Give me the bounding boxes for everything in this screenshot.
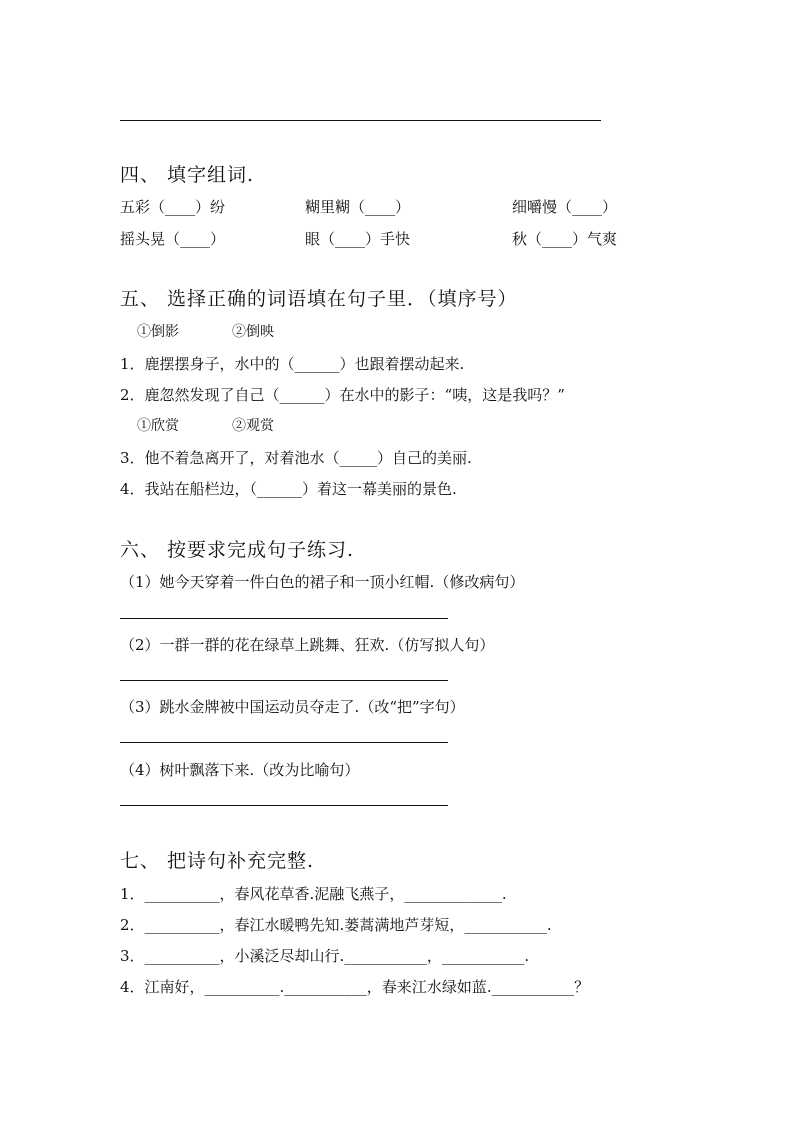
answer-line-6-2[interactable] [120, 680, 448, 681]
question-6-2: （2）一群一群的花在绿草上跳舞、狂欢.（仿写拟人句） [120, 636, 495, 654]
option-daoying-2: ②倒映 [232, 324, 274, 340]
fill-item-5: 眼（____）手快 [305, 230, 411, 248]
answer-line-6-1[interactable] [120, 618, 448, 619]
answer-line-6-4[interactable] [120, 805, 448, 806]
poem-line-4: 4．江南好，__________.___________，春来江水绿如蓝.___________？ [120, 978, 590, 996]
question-6-1: （1）她今天穿着一件白色的裙子和一顶小红帽.（修改病句） [120, 573, 525, 591]
option-daoying-1: ①倒影 [137, 324, 179, 340]
option-shang-1: ①欣赏 [137, 418, 179, 434]
question-5-4: 4．我站在船栏边，（______）着这一幕美丽的景色. [120, 480, 457, 498]
question-5-1: 1．鹿摆摆身子，水中的（______）也跟着摆动起来. [120, 355, 465, 373]
fill-item-2: 糊里糊（____） [305, 198, 411, 216]
fill-item-6: 秋（____）气爽 [512, 230, 618, 248]
question-5-3: 3．他不着急离开了，对着池水（_____）自己的美丽. [120, 449, 472, 467]
poem-line-1: 1．__________，春风花草香.泥融飞燕子，_____________. [120, 885, 507, 903]
fill-item-3: 细嚼慢（____） [512, 198, 618, 216]
section-5-title: 五、 选择正确的词语填在句子里．（填序号） [120, 288, 518, 310]
poem-line-3: 3．__________，小溪泛尽却山行.___________，___________. [120, 947, 530, 965]
question-6-4: （4）树叶飘落下来.（改为比喻句） [120, 761, 360, 779]
section-6-title: 六、 按要求完成句子练习. [120, 539, 355, 561]
section-7-title: 七、 把诗句补充完整. [120, 850, 315, 872]
poem-line-2: 2．__________，春江水暖鸭先知.蒌蒿满地芦芽短，___________. [120, 916, 552, 934]
question-6-3: （3）跳水金牌被中国运动员夺走了.（改“把”字句） [120, 698, 465, 716]
fill-item-1: 五彩（____）纷 [120, 198, 226, 216]
answer-line-6-3[interactable] [120, 742, 448, 743]
option-shang-2: ②观赏 [232, 418, 274, 434]
section-4-title: 四、 填字组词. [120, 164, 255, 186]
fill-item-4: 摇头晃（____） [120, 230, 226, 248]
question-5-2: 2．鹿忽然发现了自己（______）在水中的影子：“咦，这是我吗？” [120, 386, 565, 404]
answer-line-top[interactable] [120, 120, 601, 121]
